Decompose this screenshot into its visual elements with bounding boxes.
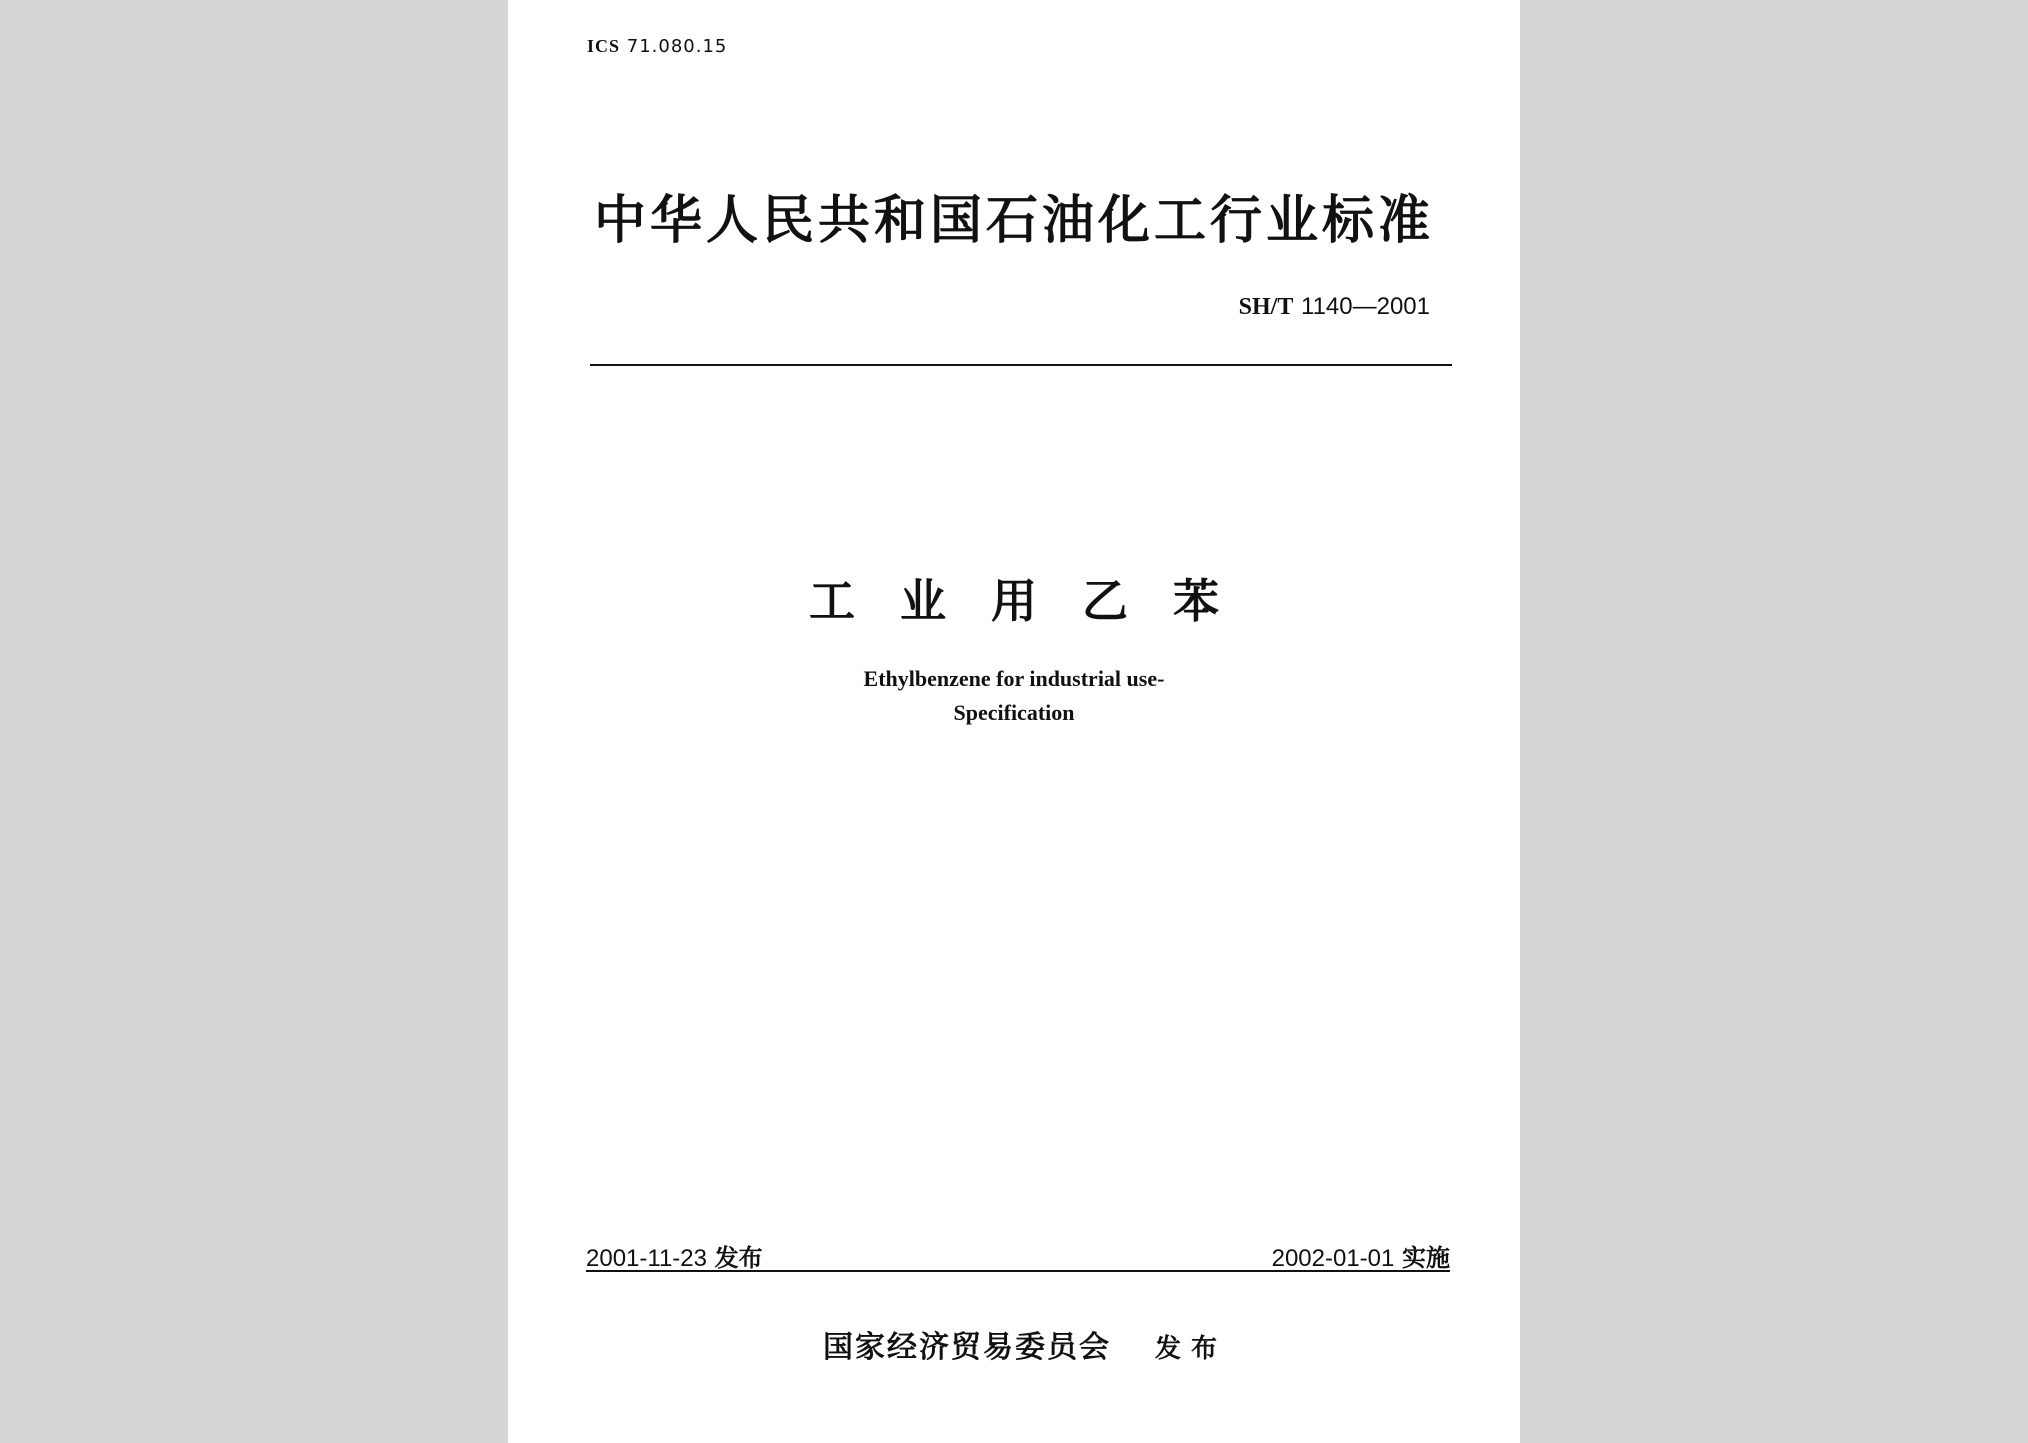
ics-number: 71.080.15 — [626, 36, 728, 57]
standard-code-prefix: SH/T — [1238, 294, 1294, 320]
publisher-name: 国家经济贸易委员会 — [823, 1330, 1111, 1365]
standard-code-number: 1140—2001 — [1301, 293, 1430, 320]
implementation-date-label: 实施 — [1402, 1244, 1450, 1272]
english-title-line-2: Specification — [953, 700, 1075, 725]
publisher — [823, 1322, 1227, 1366]
implementation-date-value: 2002-01-01 — [1271, 1245, 1395, 1272]
document-page — [508, 0, 1520, 1443]
standard-code — [1239, 292, 1430, 321]
english-title-line-1: Ethylbenzene for industrial use- — [863, 666, 1165, 691]
english-title — [508, 662, 1520, 730]
ics-classification — [587, 36, 727, 57]
issue-date — [586, 1238, 763, 1273]
top-divider — [590, 364, 1452, 366]
issue-date-value: 2001-11-23 — [586, 1245, 707, 1272]
publisher-suffix: 发布 — [1155, 1334, 1228, 1364]
issue-date-label: 发布 — [714, 1244, 763, 1272]
bottom-divider — [586, 1270, 1450, 1272]
standard-title: 中华人民共和国石油化工行业标准 — [593, 191, 1434, 251]
implementation-date — [1272, 1238, 1450, 1273]
ics-label: ICS — [587, 36, 621, 56]
document-title: 工业用乙苯 — [809, 574, 1264, 628]
